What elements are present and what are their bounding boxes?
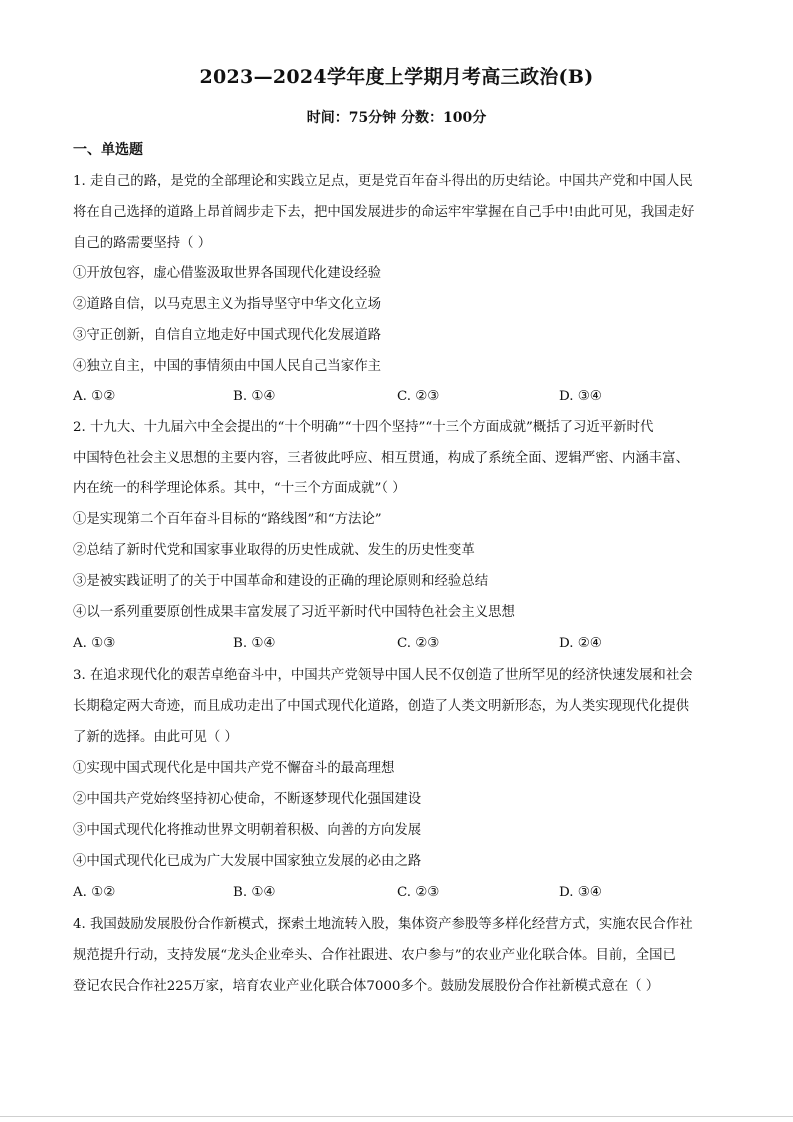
choice-d[interactable]: D. ②④ <box>559 636 602 651</box>
statement-2: ②中国共产党始终坚持初心使命，不断逐梦现代化强国建设 <box>73 792 422 807</box>
exam-title: 2023—2024学年度上学期月考高三政治(B) <box>199 66 594 88</box>
statement-1: ①是实现第二个百年奋斗目标的“路线图”和“方法论” <box>73 512 382 527</box>
statement-4: ④以一系列重要原创性成果丰富发展了习近平新时代中国特色社会主义思想 <box>73 605 515 620</box>
question-text-line: 中国特色社会主义思想的主要内容，三者彼此呼应、相互贯通，构成了系统全面、逻辑严密、内涵丰富、 <box>73 451 689 466</box>
answer-choices <box>73 634 673 654</box>
statement-1: ①实现中国式现代化是中国共产党不懈奋斗的最高理想 <box>73 761 395 776</box>
question-text-line: 将在自己选择的道路上昂首阔步走下去，把中国发展进步的命运牢牢掌握在自己手中!由此可见，我国走好 <box>73 205 695 220</box>
statement-3: ③是被实践证明了的关于中国革命和建设的正确的理论原则和经验总结 <box>73 574 489 589</box>
statement-4: ④独立自主，中国的事情须由中国人民自己当家作主 <box>73 359 381 374</box>
question-text-line: 3. 在追求现代化的艰苦卓绝奋斗中，中国共产党领导中国人民不仅创造了世所罕见的经济快速发展和社会 <box>73 668 693 683</box>
statement-2: ②总结了新时代党和国家事业取得的历史性成就、发生的历史性变革 <box>73 543 475 558</box>
choice-b[interactable]: B. ①④ <box>233 389 276 404</box>
statement-3: ③中国式现代化将推动世界文明朝着积极、向善的方向发展 <box>73 823 422 838</box>
choice-d[interactable]: D. ③④ <box>559 885 602 900</box>
choice-c[interactable]: C. ②③ <box>397 636 440 651</box>
question-text-line: 登记农民合作社225万家，培育农业产业化联合体7000多个。鼓励发展股份合作社新模式意在（ ） <box>73 979 660 994</box>
answer-choices <box>73 883 673 903</box>
question-text-line: 自己的路需要坚持（ ） <box>73 236 212 251</box>
choice-c[interactable]: C. ②③ <box>397 389 440 404</box>
question-text-line: 1. 走自己的路，是党的全部理论和实践立足点，更是党百年奋斗得出的历史结论。中国共产党和中国人民 <box>73 174 693 189</box>
question-text-line: 4. 我国鼓励发展股份合作新模式，探索土地流转入股，集体资产参股等多样化经营方式，实施农民合作社 <box>73 917 693 932</box>
statement-2: ②道路自信，以马克思主义为指导坚守中华文化立场 <box>73 297 381 312</box>
statement-3: ③守正创新，自信自立地走好中国式现代化发展道路 <box>73 328 381 343</box>
answer-choices <box>73 387 673 407</box>
question-text-line: 长期稳定两大奇迹，而且成功走出了中国式现代化道路，创造了人类文明新形态，为人类实现现代化提供 <box>73 699 689 714</box>
statement-1: ①开放包容，虚心借鉴汲取世界各国现代化建设经验 <box>73 266 381 281</box>
page-bottom-divider <box>0 1116 793 1117</box>
exam-time-score: 时间：75分钟 分数：100分 <box>306 110 487 126</box>
choice-b[interactable]: B. ①④ <box>233 636 276 651</box>
question-text-line: 了新的选择。由此可见（ ） <box>73 730 238 745</box>
choice-a[interactable]: A. ①② <box>73 885 116 900</box>
statement-4: ④中国式现代化已成为广大发展中国家独立发展的必由之路 <box>73 854 422 869</box>
choice-c[interactable]: C. ②③ <box>397 885 440 900</box>
question-text-line: 2. 十九大、十九届六中全会提出的“十个明确”“十四个坚持”“十三个方面成就”概括了习近平新时代 <box>73 420 654 435</box>
question-text-line: 规范提升行动，支持发展“龙头企业牵头、合作社跟进、农户参与”的农业产业化联合体。目前，全国已 <box>73 948 676 963</box>
question-text-line: 内在统一的科学理论体系。其中，“十三个方面成就”（ ） <box>73 481 406 496</box>
choice-a[interactable]: A. ①③ <box>73 636 116 651</box>
choice-a[interactable]: A. ①② <box>73 389 116 404</box>
choice-d[interactable]: D. ③④ <box>559 389 602 404</box>
section-heading: 一、单选题 <box>73 142 143 158</box>
choice-b[interactable]: B. ①④ <box>233 885 276 900</box>
